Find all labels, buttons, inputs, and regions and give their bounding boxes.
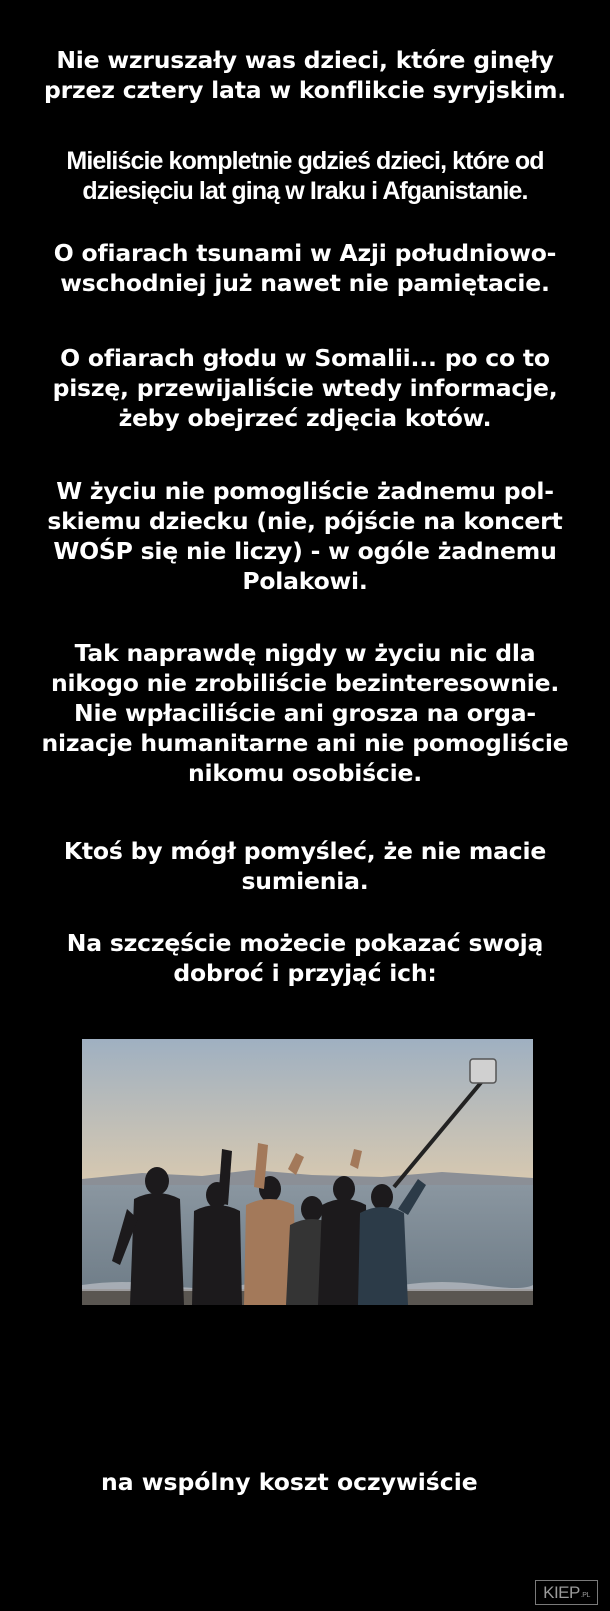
kiep-watermark-logo (535, 1580, 598, 1605)
text-line: wschodniej już nawet nie pamiętacie. (60, 269, 550, 297)
paragraph-selflessness (20, 638, 590, 788)
group-selfie-photo (82, 1039, 533, 1305)
text-line: żeby obejrzeć zdjęcia kotów. (118, 404, 492, 432)
text-line: Tak naprawdę nigdy w życiu nic dla (74, 639, 536, 667)
text-line: O ofiarach głodu w Somalii... po co to (60, 344, 550, 372)
text-line: dziesięciu lat giną w Iraku i Afganistanie. (82, 177, 528, 205)
text-line: nizacje humanitarne ani nie pomogliście (41, 729, 569, 757)
photo-illustration (82, 1039, 533, 1305)
text-line: W życiu nie pomogliście żadnemu pol- (56, 477, 554, 505)
text-line: O ofiarach tsunami w Azji południowo- (53, 239, 557, 267)
paragraph-syria (20, 45, 590, 105)
paragraph-iraq-afghanistan (20, 146, 590, 206)
text-line: nikomu osobiście. (188, 759, 422, 787)
text-line: przez cztery lata w konflikcie syryjskim. (44, 76, 566, 104)
text-line: Nie wzruszały was dzieci, które ginęły (56, 46, 554, 74)
text-line: skiemu dziecku (nie, pójście na koncert (47, 507, 563, 535)
text-line: Nie wpłaciliście ani grosza na orga- (74, 699, 536, 727)
text-line: WOŚP się nie liczy) - w ogóle żadnemu (53, 537, 557, 565)
paragraph-conscience (20, 836, 590, 896)
paragraph-polish-child (20, 476, 590, 596)
closing-caption: na wspólny koszt oczywiście (101, 1468, 478, 1496)
text-line: Ktoś by mógł pomyśleć, że nie macie (63, 837, 547, 865)
watermark-suffix: .PL (580, 1592, 590, 1599)
text-line: Mieliście kompletnie gdzieś dzieci, które od (66, 147, 544, 175)
text-line: dobroć i przyjąć ich: (173, 959, 437, 987)
paragraph-somalia (20, 343, 590, 433)
paragraph-tsunami (20, 238, 590, 298)
sky (82, 1039, 533, 1185)
text-line: Na szczęście możecie pokazać swoją (66, 929, 544, 957)
text-line: piszę, przewijaliście wtedy informacje, (52, 374, 558, 402)
text-line: nikogo nie zrobiliście bezinteresownie. (50, 669, 560, 697)
watermark-brand: KIEP (543, 1582, 580, 1602)
phone (470, 1059, 496, 1083)
text-line: Polakowi. (242, 567, 368, 595)
text-line: sumienia. (241, 867, 369, 895)
paragraph-accept-them (20, 928, 590, 988)
